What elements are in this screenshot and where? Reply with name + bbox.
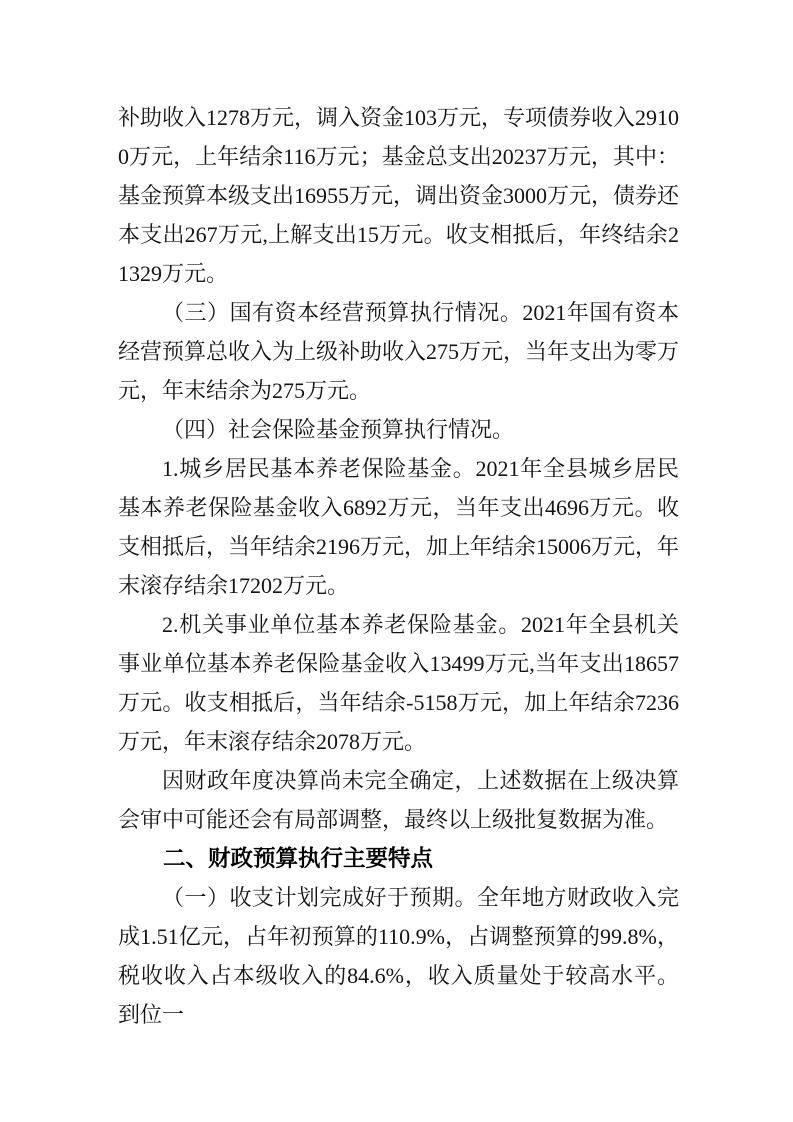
paragraph-urban-rural-pension-fund: 1.城乡居民基本养老保险基金。2021年全县城乡居民基本养老保险基金收入6892万元，当年支出4696万元。收支相抵后，当年结余2196万元，加上年结余15006万元，年末滚存结余17202万元。	[118, 456, 680, 598]
paragraph-revenue-expenditure-plan: （一）收支计划完成好于预期。全年地方财政收入完成1.51亿元，占年初预算的110.9%，占调整预算的99.8%，税收收入占本级收入的84.6%，收入质量处于较高水平。到位一	[118, 885, 679, 1027]
paragraph-state-capital-budget: （三）国有资本经营预算执行情况。2021年国有资本经营预算总收入为上级补助收入275万元，当年支出为零万元，年末结余为275万元。	[118, 300, 680, 403]
section-heading-budget-features: 二、财政预算执行主要特点	[163, 846, 434, 871]
paragraph-gov-fund-budget-continuation: 补助收入1278万元，调入资金103万元，专项债券收入29100万元，上年结余116万元；基金总支出20237万元，其中：基金预算本级支出16955万元，调出资金3000万元，债券还本支出267万元,上解支出15万元。收支相抵后，年终结余21329万元。	[118, 105, 680, 286]
page-content	[118, 98, 679, 1034]
paragraph-final-accounts-disclaimer: 因财政年度决算尚未完全确定，上述数据在上级决算会审中可能还会有局部调整，最终以上级批复数据为准。	[118, 768, 679, 832]
paragraph-public-institution-pension-fund: 2.机关事业单位基本养老保险基金。2021年全县机关事业单位基本养老保险基金收入13499万元,当年支出18657万元。收支相抵后，当年结余-5158万元，加上年结余7236万元，年末滚存结余2078万元。	[118, 612, 679, 754]
paragraph-social-insurance-budget-intro: （四）社会保险基金预算执行情况。	[162, 417, 515, 442]
